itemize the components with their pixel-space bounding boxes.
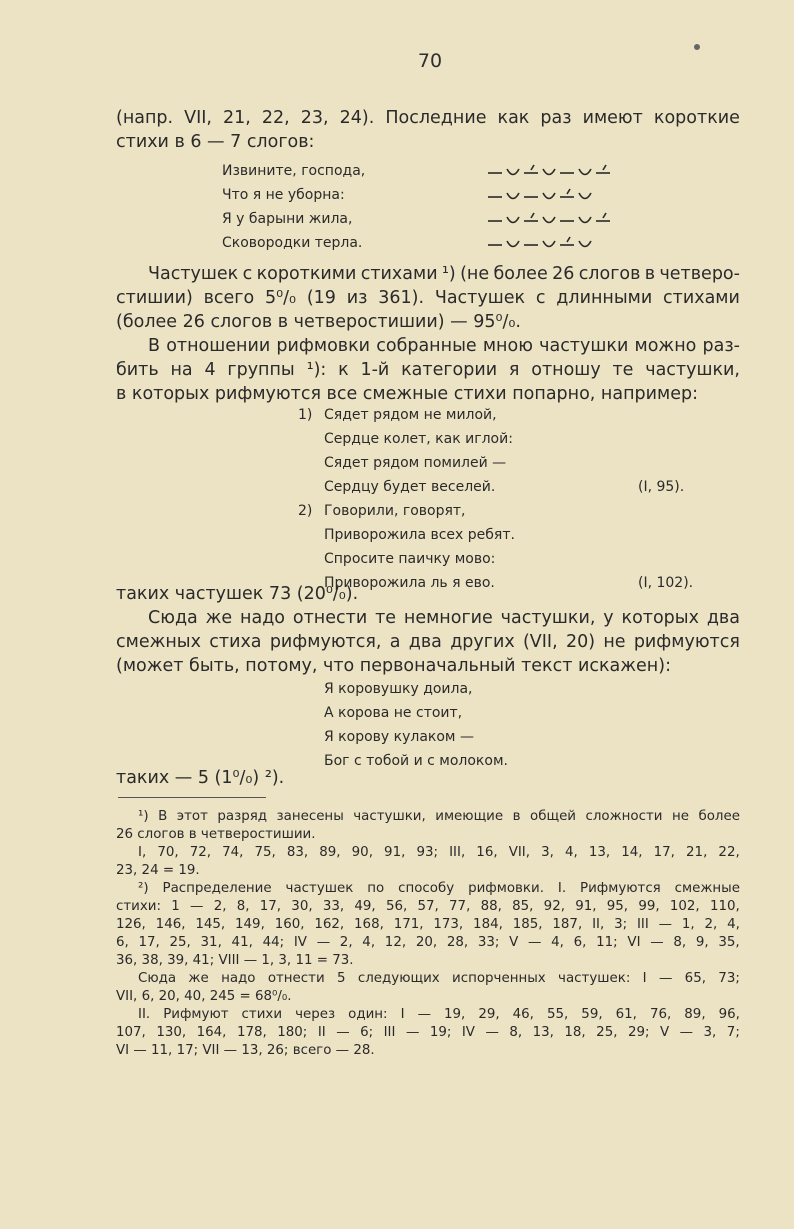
word: короткие: [653, 108, 740, 128]
word: 164,: [196, 1025, 227, 1040]
word: —: [336, 1025, 350, 1040]
verse-line: Приворожила всех ребят.: [324, 527, 515, 543]
word: стиха: [209, 632, 262, 652]
word: VII,: [184, 108, 212, 128]
word: 145,: [195, 917, 226, 932]
word: четверо-: [659, 264, 740, 284]
word: 33,: [322, 899, 345, 914]
word: отнести: [292, 608, 368, 628]
word: я: [508, 360, 520, 380]
verse-line: Сердце колет, как иглой:: [324, 431, 513, 447]
word: группы: [227, 360, 295, 380]
footnotes: [116, 808, 740, 1060]
word: отнести: [267, 971, 325, 986]
word: —: [190, 899, 204, 914]
word: IV: [293, 935, 307, 950]
word: ¹): [138, 809, 149, 824]
word: 4,: [551, 935, 564, 950]
word: два: [408, 632, 442, 652]
word: 102,: [669, 899, 700, 914]
verse-line: А корова не стоит,: [324, 705, 463, 721]
footnote-line: [116, 808, 740, 826]
word: 3;: [614, 917, 628, 932]
word: 21,: [686, 845, 708, 860]
word: 90,: [351, 845, 373, 860]
word: имеют: [582, 108, 643, 128]
word: 180;: [277, 1025, 308, 1040]
word: 1: [171, 899, 180, 914]
example-2-reference: (I, 102).: [638, 575, 694, 591]
word: 24).: [339, 108, 375, 128]
verse-line: Сядет рядом не милой,: [324, 407, 497, 423]
word: длинными: [556, 288, 653, 308]
word: 107,: [116, 1025, 146, 1040]
word: стихи:: [116, 899, 162, 914]
example-1-reference: (I, 95).: [638, 479, 685, 495]
word: 4: [204, 360, 216, 380]
word: 168,: [354, 917, 384, 932]
paragraph-2: [116, 262, 740, 334]
word: 1,: [681, 917, 695, 932]
word: категории: [401, 360, 498, 380]
word: 1-й: [360, 360, 390, 380]
word: 4,: [727, 917, 740, 932]
footnote-line: VI — 11, 17; VII — 13, 26; всего — 28.: [116, 1043, 375, 1058]
word: V: [509, 935, 519, 950]
word: 59,: [581, 1007, 603, 1022]
word: слогов: [578, 264, 641, 284]
footnote-line: 26 слогов в четверостишии.: [116, 827, 316, 842]
word: в: [512, 809, 521, 824]
word: 74,: [222, 845, 244, 860]
word: 61,: [615, 1007, 637, 1022]
word: более: [698, 809, 740, 824]
word: раз-: [702, 336, 740, 356]
word: через: [295, 1007, 336, 1022]
word: 7;: [726, 1025, 740, 1040]
word: 75,: [254, 845, 276, 860]
text-line: (более 26 слогов в четверостишии) — 95⁰/₀.: [116, 312, 521, 332]
word: 21,: [223, 108, 251, 128]
word: —: [650, 935, 664, 950]
word: 8,: [236, 899, 250, 914]
word: —: [316, 935, 331, 950]
verse-example-short: [222, 159, 365, 255]
paragraph-1: [116, 106, 740, 154]
scan-dot-mark: [694, 44, 700, 50]
word: 46,: [512, 1007, 534, 1022]
word: с: [535, 288, 546, 308]
word: 2,: [339, 935, 353, 950]
word: 6,: [573, 935, 587, 950]
verse-line: Сковородки терла.: [222, 235, 363, 251]
page-number: 70: [417, 50, 443, 72]
footnote-line: [116, 844, 740, 862]
word: в: [644, 264, 656, 284]
word: 95,: [606, 899, 629, 914]
word: 44;: [262, 935, 285, 950]
verse-line: Сердцу будет веселей.: [324, 479, 496, 495]
verse-line: Я у барыни жила,: [222, 211, 353, 227]
word: II,: [592, 917, 605, 932]
word: 91,: [575, 899, 597, 914]
word: 25,: [169, 935, 191, 950]
word: 77,: [449, 899, 471, 914]
text-line: таких — 5 (1⁰/₀) ²).: [116, 768, 285, 788]
word: 89,: [684, 1007, 706, 1022]
word: разряд: [217, 809, 268, 824]
word: 93;: [416, 845, 438, 860]
text-line: [116, 106, 740, 130]
verse-line: Приворожила ль я ево.: [324, 575, 495, 591]
word: 149,: [235, 917, 265, 932]
word: 11;: [596, 935, 618, 950]
word: V: [660, 1025, 670, 1040]
word: Последние: [385, 108, 487, 128]
word: 5: [337, 971, 346, 986]
word: 29,: [478, 1007, 500, 1022]
word: (VII,: [522, 632, 558, 652]
word: III: [636, 917, 649, 932]
word: 99,: [638, 899, 660, 914]
word: 89,: [319, 845, 341, 860]
verse-line: Сядет рядом помилей —: [324, 455, 507, 471]
word: всего: [203, 288, 255, 308]
example-2-verse: [324, 499, 515, 595]
word: 17,: [653, 845, 675, 860]
text-line: (может быть, потому, что первоначальный текст искажен):: [116, 656, 671, 676]
word: рифмуются,: [269, 632, 382, 652]
word: те: [375, 608, 397, 628]
word: 4,: [362, 935, 376, 950]
word: бить: [116, 360, 159, 380]
word: частушки,: [353, 809, 426, 824]
word: 20): [565, 632, 596, 652]
word: стихами: [360, 264, 438, 284]
word: частушек: [285, 881, 354, 896]
word: 29;: [627, 1025, 650, 1040]
word: стишии): [116, 288, 193, 308]
word: 160,: [274, 917, 305, 932]
verse-line: Что я не уборна:: [222, 187, 345, 203]
word: I: [400, 1007, 405, 1022]
word: можно: [634, 336, 697, 356]
word: 6;: [360, 1025, 374, 1040]
word: 23,: [300, 108, 329, 128]
footnote-line: [116, 1006, 740, 1024]
word: Рифмуются: [580, 881, 661, 896]
word: 65,: [684, 971, 706, 986]
word: 70,: [157, 845, 179, 860]
word: по: [367, 881, 385, 896]
word: 185,: [512, 917, 543, 932]
word: В: [158, 809, 168, 824]
word: отношу: [531, 360, 601, 380]
word: рифмовки: [276, 336, 371, 356]
word: II: [317, 1025, 326, 1040]
word: 6,: [116, 935, 129, 950]
metrical-scheme-graphic: [486, 160, 646, 256]
footnote-line: VII, 6, 20, 40, 245 = 68⁰/₀.: [116, 989, 292, 1004]
word: Частушек: [434, 288, 526, 308]
word: —: [658, 917, 673, 932]
word: —: [679, 1025, 694, 1040]
word: этот: [176, 809, 208, 824]
word: рифмуются: [633, 632, 740, 652]
verse-example-3: [324, 677, 508, 773]
verse-line: Я корову кулаком —: [324, 729, 474, 745]
word: Частушек: [148, 264, 239, 284]
word: надо: [221, 971, 256, 986]
verse-line: Спросите паичку мово:: [324, 551, 496, 567]
count-line-2: [116, 766, 740, 790]
paragraph-4: [116, 606, 740, 678]
word: 56,: [385, 899, 408, 914]
word: (не: [460, 264, 490, 284]
word: 18,: [564, 1025, 586, 1040]
word: 5⁰/₀: [264, 288, 297, 308]
word: Рифмуют: [163, 1007, 229, 1022]
example-1-verse: [324, 403, 513, 499]
word: имеющие: [435, 809, 504, 824]
word: более: [493, 264, 548, 284]
word: которых: [621, 608, 699, 628]
word: 171,: [393, 917, 424, 932]
word: Сюда: [138, 971, 177, 986]
word: I: [642, 971, 647, 986]
word: 3,: [703, 1025, 717, 1040]
word: с: [242, 264, 253, 284]
word: 9,: [695, 935, 709, 950]
word: 146,: [155, 917, 186, 932]
word: 20,: [415, 935, 438, 950]
word: 92,: [543, 899, 565, 914]
word: 130,: [156, 1025, 187, 1040]
word: 55,: [546, 1007, 569, 1022]
word: стихами: [663, 288, 740, 308]
footnote-divider: [118, 797, 266, 798]
word: 17,: [138, 935, 160, 950]
word: 57,: [417, 899, 439, 914]
word: отношении: [166, 336, 271, 356]
word: 2,: [213, 899, 227, 914]
word: I,: [138, 845, 147, 860]
footnote-line: [116, 898, 740, 916]
text-line: [116, 286, 740, 310]
word: у: [603, 608, 614, 628]
word: не: [671, 809, 689, 824]
word: 4,: [564, 845, 578, 860]
word: I.: [557, 881, 567, 896]
word: 126,: [116, 917, 146, 932]
word: на: [170, 360, 193, 380]
word: других: [450, 632, 515, 652]
word: короткими: [256, 264, 357, 284]
word: раз: [540, 108, 572, 128]
verse-line: Бог с тобой и с молоком.: [324, 753, 508, 769]
word: Сюда: [148, 608, 198, 628]
word: два: [706, 608, 740, 628]
word: те: [612, 360, 634, 380]
word: 8,: [673, 935, 687, 950]
word: 162,: [314, 917, 345, 932]
word: 184,: [473, 917, 503, 932]
word: частушки,: [500, 608, 596, 628]
text-line: [116, 630, 740, 654]
word: 187,: [552, 917, 583, 932]
word: а: [389, 632, 401, 652]
word: 25,: [596, 1025, 618, 1040]
word: же: [205, 608, 233, 628]
word: 33;: [477, 935, 500, 950]
word: как: [497, 108, 530, 128]
word: 35,: [718, 935, 740, 950]
word: частушки: [539, 336, 629, 356]
example-2-number: 2): [298, 503, 313, 519]
text-line: [116, 358, 740, 382]
word: 96,: [718, 1007, 740, 1022]
word: испорченных: [452, 971, 546, 986]
word: 30,: [291, 899, 313, 914]
word: рифмовки.: [468, 881, 544, 896]
word: —: [528, 935, 542, 950]
word: ²): [138, 881, 149, 896]
word: 85,: [512, 899, 534, 914]
word: 12,: [384, 935, 407, 950]
footnote-line: 36, 38, 39, 41; VIII — 1, 3, 11 = 73.: [116, 953, 354, 968]
word: 14,: [621, 845, 643, 860]
verse-line: Извините, господа,: [222, 163, 366, 179]
word: VI: [627, 935, 641, 950]
word: —: [405, 1025, 420, 1040]
word: надо: [240, 608, 286, 628]
word: стихи: [241, 1007, 283, 1022]
word: 13,: [588, 845, 611, 860]
word: же: [188, 971, 209, 986]
word: 173,: [433, 917, 464, 932]
word: III,: [449, 845, 466, 860]
word: к: [338, 360, 349, 380]
word: 49,: [354, 899, 376, 914]
word: 91,: [384, 845, 406, 860]
word: не: [603, 632, 626, 652]
word: частушки,: [645, 360, 740, 380]
word: 13,: [532, 1025, 554, 1040]
word: частушек:: [558, 971, 631, 986]
metrical-scheme: [486, 160, 646, 256]
text-line: [116, 334, 740, 358]
word: из: [346, 288, 368, 308]
word: —: [485, 1025, 499, 1040]
word: 178,: [236, 1025, 267, 1040]
word: II.: [138, 1007, 151, 1022]
word: 22,: [718, 845, 740, 860]
word: Распределение: [162, 881, 272, 896]
word: 26: [552, 264, 575, 284]
footnote-line: [116, 934, 740, 952]
word: —: [417, 1007, 431, 1022]
word: способу: [398, 881, 455, 896]
text-line: таких частушек 73 (20⁰/₀).: [116, 584, 359, 604]
word: 73;: [718, 971, 740, 986]
word: мною: [482, 336, 533, 356]
text-line: в которых рифмуются все смежные стихи попарно, например:: [116, 384, 698, 404]
footnote-line: [116, 1024, 740, 1042]
word: 28,: [446, 935, 469, 950]
footnote-line: [116, 916, 740, 934]
footnote-line: [116, 970, 740, 988]
word: общей: [530, 809, 577, 824]
word: немногие: [403, 608, 493, 628]
word: —: [658, 971, 673, 986]
word: 22,: [261, 108, 290, 128]
word: 88,: [480, 899, 502, 914]
word: 19,: [443, 1007, 466, 1022]
word: 19;: [429, 1025, 452, 1040]
word: IV: [461, 1025, 475, 1040]
word: ¹): [441, 264, 456, 284]
verse-line: Говорили, говорят,: [324, 503, 466, 519]
word: В: [148, 336, 161, 356]
word: собранные: [376, 336, 477, 356]
word: 31,: [200, 935, 222, 950]
word: смежных: [116, 632, 201, 652]
word: 41,: [231, 935, 253, 950]
text-line: стихи в 6 — 7 слогов:: [116, 132, 315, 152]
word: VII,: [508, 845, 531, 860]
word: сложности: [585, 809, 663, 824]
word: 17,: [259, 899, 282, 914]
word: 8,: [509, 1025, 523, 1040]
verse-line: Я коровушку доила,: [324, 681, 473, 697]
word: 72,: [189, 845, 211, 860]
word: 361).: [378, 288, 425, 308]
paragraph-3: [116, 334, 740, 406]
footnote-line: 23, 24 = 19.: [116, 863, 200, 878]
count-line-1: [116, 582, 740, 606]
example-1-number: 1): [298, 407, 313, 423]
word: 2,: [704, 917, 718, 932]
word: смежные: [674, 881, 740, 896]
footnote-line: [116, 880, 740, 898]
word: 110,: [709, 899, 740, 914]
word: 16,: [476, 845, 498, 860]
word: следующих: [357, 971, 440, 986]
word: 76,: [649, 1007, 672, 1022]
word: ¹):: [306, 360, 327, 380]
word: III: [383, 1025, 396, 1040]
word: 3,: [541, 845, 554, 860]
word: (напр.: [116, 108, 174, 128]
word: занесены: [276, 809, 344, 824]
text-line: [116, 606, 740, 630]
text-line: [116, 262, 740, 286]
word: 83,: [286, 845, 309, 860]
word: один:: [348, 1007, 388, 1022]
word: (19: [306, 288, 336, 308]
